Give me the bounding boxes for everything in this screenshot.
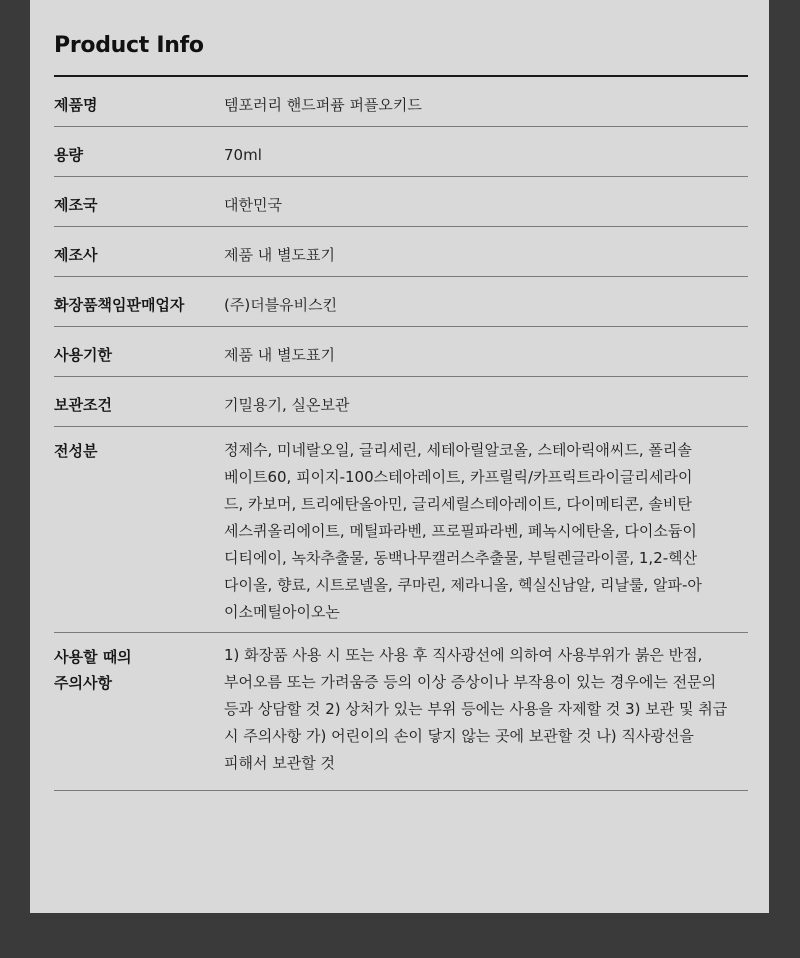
table-row-ingredients xyxy=(54,427,748,633)
row-value: 대한민국 xyxy=(224,196,282,214)
usage-line: 시 주의사항 가) 어린이의 손이 닿지 않는 곳에 보관할 것 나) 직사광선을 xyxy=(224,727,694,745)
row-value: 기밀용기, 실온보관 xyxy=(224,396,350,414)
table-row-storage xyxy=(54,377,748,427)
ingredients-line: 드, 카보머, 트리에탄올아민, 글리세릴스테아레이트, 다이메티콘, 솔비탄 xyxy=(224,495,692,513)
usage-line: 부어오름 또는 가려움증 등의 이상 증상이나 부작용이 있는 경우에는 전문의 xyxy=(224,673,717,691)
product-info-table xyxy=(54,75,748,791)
table-row-distributor xyxy=(54,277,748,327)
ingredients-line: 디티에이, 녹차추출물, 동백나무캘러스추출물, 부틸렌글라이콜, 1,2-헥산 xyxy=(224,549,698,567)
label-line: 사용할 때의 xyxy=(54,648,132,666)
usage-line: 등과 상담할 것 2) 상처가 있는 부위 등에는 사용을 자제할 것 3) 보관 및 취급 xyxy=(224,700,728,718)
row-label: 전성분 xyxy=(54,442,98,460)
row-label: 보관조건 xyxy=(54,396,112,414)
ingredients-line: 다이올, 향료, 시트로넬올, 쿠마린, 제라니올, 헥실신남알, 리날룰, 알파-아 xyxy=(224,576,702,594)
table-row-expiry xyxy=(54,327,748,377)
usage-cautions-text xyxy=(224,642,748,777)
row-label: 용량 xyxy=(54,146,83,164)
row-label: 화장품책임판매업자 xyxy=(54,296,185,314)
row-value: 템포러리 핸드퍼퓸 퍼플오키드 xyxy=(224,96,422,114)
row-label: 사용기한 xyxy=(54,346,112,364)
row-value: 70ml xyxy=(224,146,262,164)
ingredients-line: 베이트60, 피이지-100스테아레이트, 카프릴릭/카프릭트라이글리세라이 xyxy=(224,468,693,486)
usage-line: 1) 화장품 사용 시 또는 사용 후 직사광선에 의하여 사용부위가 붉은 반점, xyxy=(224,646,703,664)
section-title: Product Info xyxy=(54,33,204,58)
row-value: (주)더블유비스킨 xyxy=(224,296,338,314)
table-row-manufacturer xyxy=(54,227,748,277)
ingredients-text xyxy=(224,437,748,626)
ingredients-line: 세스퀴올리에이트, 메틸파라벤, 프로필파라벤, 페녹시에탄올, 다이소듐이 xyxy=(224,522,697,540)
row-label: 제조국 xyxy=(54,196,98,214)
table-row-country xyxy=(54,177,748,227)
row-value: 제품 내 별도표기 xyxy=(224,246,335,264)
table-row-product-name xyxy=(54,77,748,127)
ingredients-line: 이소메틸아이오논 xyxy=(224,603,340,621)
row-value: 제품 내 별도표기 xyxy=(224,346,335,364)
row-label: 제품명 xyxy=(54,96,98,114)
row-label xyxy=(54,644,214,696)
table-row-volume xyxy=(54,127,748,177)
usage-line: 피해서 보관할 것 xyxy=(224,754,335,772)
table-row-usage-cautions xyxy=(54,633,748,791)
label-line: 주의사항 xyxy=(54,674,112,692)
row-label: 제조사 xyxy=(54,246,98,264)
product-info-panel xyxy=(30,0,769,913)
ingredients-line: 정제수, 미네랄오일, 글리세린, 세테아릴알코올, 스테아릭애씨드, 폴리솔 xyxy=(224,441,692,459)
